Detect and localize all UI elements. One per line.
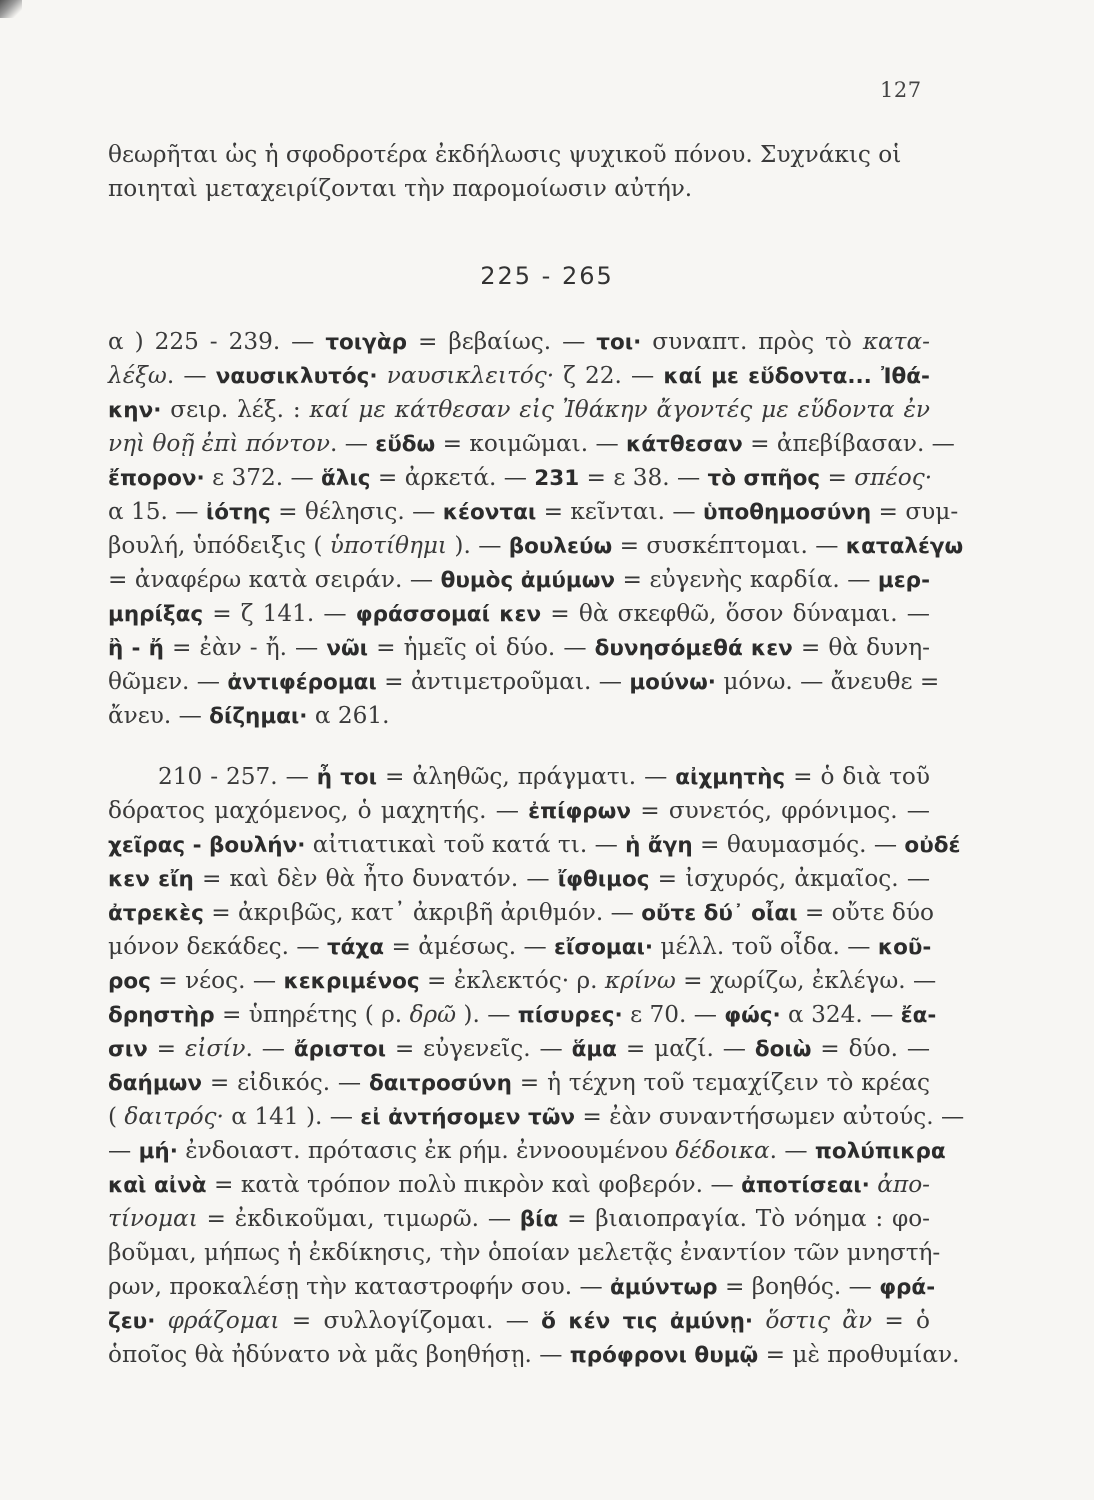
- gloss-text: = ἀναφέρω κατὰ σειράν. —: [108, 566, 441, 593]
- lemma-term: νῶι: [326, 636, 369, 661]
- gloss-text: δόρατος μαχόμενος, ὁ μαχητής. —: [108, 797, 529, 824]
- gloss-text: 210 - 257. —: [158, 763, 317, 790]
- gloss-text: θῶμεν. —: [108, 668, 228, 695]
- italic-text: ὑποτίθημι: [329, 532, 448, 559]
- gloss-text: = ἡμεῖς οἱ δύο. —: [368, 634, 595, 661]
- gloss-text: = βιαιοπραγία. Τὸ νόημα : φο-: [558, 1205, 930, 1232]
- gloss-text: = δύο. —: [811, 1035, 931, 1062]
- italic-text: δέδοικα: [675, 1137, 770, 1164]
- gloss-text: αἰτιατικαὶ τοῦ κατά τι. —: [305, 831, 626, 858]
- lemma-term: σιν: [108, 1037, 148, 1062]
- lemma-term: πίσυρες·: [517, 1003, 623, 1028]
- text-line: [108, 427, 955, 462]
- gloss-text: βοῦμαι, μήπως ἡ ἐκδίκησις, τὴν ὁποίαν μελετᾷς ἐναντίον τῶν μνηστή-: [108, 1239, 941, 1266]
- page-corner-shadow: [0, 0, 22, 18]
- lemma-term: πολύπικρα: [814, 1139, 946, 1164]
- lemma-term: καὶ αἰνὰ: [108, 1173, 207, 1198]
- lemma-term: δαήμων: [108, 1071, 202, 1096]
- text-line: [108, 631, 930, 666]
- lemma-term: δαιτροσύνη: [368, 1071, 512, 1096]
- text-line: [108, 597, 930, 632]
- gloss-text: = ἀκριβῶς, κατ᾽ ἀκριβῆ ἀριθμόν. —: [203, 899, 642, 926]
- lemma-term: οὔτε δύ᾽ οἶαι: [641, 901, 798, 926]
- text-line: [108, 393, 930, 428]
- italic-text: ναυσικλειτός·: [386, 362, 555, 389]
- gloss-text: ε 70. —: [622, 1001, 725, 1028]
- lemma-term: μηρίξας: [108, 602, 204, 627]
- intro-line: ποιηταὶ μεταχειρίζονται τὴν παρομοίωσιν αὐτήν.: [108, 175, 693, 202]
- gloss-text: = κεῖνται. —: [536, 498, 703, 525]
- gloss-text: = κατὰ τρόπον πολὺ πικρὸν καὶ φοβερόν. —: [206, 1171, 742, 1198]
- lemma-term: κοῦ-: [877, 935, 932, 960]
- lemma-term: δυνησόμεθά κεν: [594, 636, 793, 661]
- gloss-text: ε 372. —: [204, 464, 322, 491]
- gloss-text: [155, 1307, 167, 1334]
- lemma-term: φράσσομαί κεν: [355, 602, 542, 627]
- gloss-text: = καὶ δὲν θὰ ἦτο δυνατόν. —: [193, 865, 558, 892]
- lemma-term: κέονται: [442, 500, 537, 525]
- gloss-text: = ἀρκετά. —: [370, 464, 535, 491]
- gloss-text: = ἀντιμετροῦμαι. —: [376, 668, 630, 695]
- gloss-text: = συμ-: [871, 498, 959, 525]
- gloss-text: [753, 1307, 765, 1334]
- gloss-text: = μὲ προθυμίαν.: [758, 1341, 960, 1368]
- lemma-term: καί με εὕδοντα... Ἰθά-: [663, 364, 930, 389]
- gloss-text: = εὐγενὴς καρδία. —: [615, 566, 878, 593]
- text-line: [108, 529, 964, 564]
- gloss-text: = νέος. —: [150, 967, 284, 994]
- text-line: [108, 1338, 960, 1373]
- gloss-text: = ἀπεβίβασαν. —: [742, 430, 955, 457]
- gloss-text: συναπτ. πρὸς τὸ: [641, 328, 863, 355]
- lemma-term: καταλέγω: [845, 534, 964, 559]
- lemma-term: μούνω·: [629, 670, 716, 695]
- lemma-term: κεκριμένος: [283, 969, 420, 994]
- lemma-term: εὕδω: [375, 432, 436, 457]
- gloss-text: = εἰδικός. —: [202, 1069, 369, 1096]
- lemma-term: εἰ ἀντήσομεν τῶν: [360, 1105, 576, 1130]
- italic-text: τίνομαι: [108, 1205, 198, 1232]
- lemma-term: δίζημαι·: [209, 704, 308, 729]
- text-line: [108, 828, 961, 863]
- italic-text: φράζομαι: [167, 1307, 280, 1334]
- lemma-term: ἅλις: [321, 466, 371, 491]
- text-line: [108, 563, 930, 598]
- text-line: [108, 1168, 930, 1203]
- gloss-text: μέλλ. τοῦ οἶδα. —: [653, 933, 878, 960]
- gloss-text: = ζ 141. —: [203, 600, 356, 627]
- gloss-text: . —: [245, 1035, 294, 1062]
- text-line: [108, 1134, 946, 1169]
- text-line: [108, 461, 933, 496]
- lemma-term: οὐδέ: [904, 833, 961, 858]
- lemma-term: ἰότης: [205, 500, 271, 525]
- text-line: [108, 665, 940, 700]
- gloss-text: ὁποῖος θὰ ἠδύνατο νὰ μᾶς βοηθήσῃ. —: [108, 1341, 570, 1368]
- gloss-text: = εὐγενεῖς. —: [385, 1035, 572, 1062]
- lemma-term: ἀτρεκὲς: [108, 901, 204, 926]
- gloss-text: = ὁ: [872, 1307, 931, 1334]
- gloss-text: = συσκέπτομαι. —: [612, 532, 846, 559]
- gloss-text: μόνον δεκάδες. —: [108, 933, 327, 960]
- text-line: [108, 930, 930, 965]
- lemma-term: φώς·: [724, 1003, 781, 1028]
- gloss-text: = μαζί. —: [616, 1035, 755, 1062]
- lemma-term: τοιγὰρ: [325, 330, 407, 355]
- gloss-text: =: [820, 464, 855, 491]
- lemma-term: κάτθεσαν: [626, 432, 743, 457]
- lemma-term: ἢ - ἤ: [108, 636, 164, 661]
- italic-text: ὅστις ἂν: [765, 1307, 873, 1334]
- gloss-text: = ἐκλεκτός· ρ.: [419, 967, 605, 994]
- italic-text: δαιτρός·: [124, 1103, 224, 1130]
- italic-text: κρίνω: [604, 967, 676, 994]
- text-line: [108, 1236, 941, 1270]
- gloss-text: = χωρίζω, ἐκλέγω. —: [675, 967, 937, 994]
- lemma-term: τάχα: [326, 935, 385, 960]
- gloss-text: [378, 362, 387, 389]
- gloss-text: = βεβαίως. —: [407, 328, 597, 355]
- lemma-term: θυμὸς ἀμύμων: [440, 568, 616, 593]
- gloss-text: = ἀληθῶς, πράγματι. —: [376, 763, 676, 790]
- text-line: [108, 862, 930, 897]
- lemma-term: κεν εἴη: [108, 867, 194, 892]
- lemma-term: ἡ ἄγη: [625, 833, 693, 858]
- gloss-text: α ) 225 - 239. —: [108, 328, 326, 355]
- gloss-text: . —: [166, 362, 216, 389]
- lemma-term: ρος: [108, 969, 151, 994]
- italic-text: νηὶ θοῇ ἐπὶ πόντον: [108, 430, 330, 457]
- lemma-term: ἐπίφρων: [528, 799, 632, 824]
- italic-text: καί με κάτθεσαν εἰς Ἰθάκην ἄγοντές με εὕδοντα ἐν: [309, 396, 930, 423]
- lemma-term: μή·: [138, 1139, 178, 1164]
- gloss-text: = θὰ δυνη-: [792, 634, 930, 661]
- gloss-text: = ἡ τέχνη τοῦ τεμαχίζειν τὸ κρέας: [511, 1069, 930, 1096]
- text-line: [108, 1100, 965, 1135]
- gloss-text: = βοηθός. —: [717, 1273, 880, 1300]
- lemma-term: ζευ·: [108, 1309, 156, 1334]
- gloss-text: . —: [769, 1137, 815, 1164]
- page-number: 127: [880, 78, 922, 102]
- text-line: [108, 1270, 936, 1305]
- gloss-text: = συλλογίζομαι. —: [279, 1307, 542, 1334]
- gloss-text: ἄνευ. —: [108, 702, 210, 729]
- italic-text: σπέος·: [854, 464, 933, 491]
- lemma-term: ἦ τοι: [316, 765, 377, 790]
- gloss-text: = ἀμέσως. —: [384, 933, 555, 960]
- lemma-term: ναυσικλυτός·: [215, 364, 378, 389]
- lemma-term: ὅ κέν τις ἀμύνῃ·: [541, 1309, 754, 1334]
- gloss-text: = συνετός, φρόνιμος. —: [631, 797, 930, 824]
- lemma-term: ἴφθιμος: [557, 867, 650, 892]
- text-line: [108, 359, 930, 394]
- gloss-text: ἐνδοιαστ. πρότασις ἐκ ρήμ. ἐννοουμένου: [177, 1137, 676, 1164]
- gloss-text: σειρ. λέξ. :: [161, 396, 310, 423]
- gloss-text: βουλή, ὑπόδειξις (: [108, 532, 330, 559]
- gloss-text: α 324. —: [780, 1001, 901, 1028]
- gloss-text: ρων, προκαλέσῃ τὴν καταστροφήν σου. —: [108, 1273, 611, 1300]
- gloss-text: ). —: [447, 532, 509, 559]
- lemma-term: αἰχμητὴς: [675, 765, 786, 790]
- lemma-term: ἀντιφέρομαι: [227, 670, 377, 695]
- gloss-text: ). —: [456, 1001, 518, 1028]
- section-heading: 225 - 265: [480, 262, 614, 290]
- lemma-term: χεῖρας - βουλήν·: [108, 833, 306, 858]
- gloss-text: (: [108, 1103, 125, 1130]
- gloss-text: ζ 22. —: [554, 362, 664, 389]
- lemma-term: ἅμα: [571, 1037, 617, 1062]
- lemma-term: κην·: [108, 398, 162, 423]
- gloss-text: . —: [329, 430, 376, 457]
- gloss-text: α 261.: [307, 702, 390, 729]
- text-line: [108, 964, 937, 999]
- lemma-term: ὑποθημοσύνη: [702, 500, 872, 525]
- text-line: [108, 896, 934, 931]
- gloss-text: = θὰ σκεφθῶ, ὅσον δύναμαι. —: [541, 600, 930, 627]
- lemma-term: βουλεύω: [508, 534, 613, 559]
- lemma-term: βία: [519, 1207, 559, 1232]
- italic-text: λέξω: [108, 362, 167, 389]
- text-line: [108, 1304, 930, 1339]
- gloss-text: = ε 38. —: [579, 464, 708, 491]
- gloss-text: = ὑπηρέτης ( ρ.: [214, 1001, 410, 1028]
- lemma-term: τὸ σπῆος: [707, 466, 821, 491]
- text-line: [108, 495, 959, 530]
- gloss-text: = κοιμῶμαι. —: [435, 430, 627, 457]
- gloss-text: = οὔτε δύο: [797, 899, 934, 926]
- gloss-text: α 141 ). —: [223, 1103, 361, 1130]
- lemma-term: ἔα-: [900, 1003, 937, 1028]
- lemma-term: τοι·: [596, 330, 642, 355]
- text-line: [108, 1202, 930, 1237]
- gloss-text: = θέλησις. —: [270, 498, 443, 525]
- lemma-term: δοιὼ: [754, 1037, 812, 1062]
- text-line: [108, 1032, 930, 1067]
- lemma-term: ἄριστοι: [293, 1037, 386, 1062]
- intro-line: θεωρῆται ὡς ἡ σφοδροτέρα ἐκδήλωσις ψυχικοῦ πόνου. Συχνάκις οἱ: [108, 141, 902, 168]
- gloss-text: = ἐκδικοῦμαι, τιμωρῶ. —: [197, 1205, 520, 1232]
- text-line: [108, 325, 930, 360]
- gloss-text: = ἐὰν - ἤ. —: [163, 634, 327, 661]
- italic-text: κατα-: [862, 328, 930, 355]
- lemma-term: δρηστὴρ: [108, 1003, 215, 1028]
- gloss-text: = ὁ διὰ τοῦ: [785, 763, 930, 790]
- gloss-text: = ἰσχυρός, ἀκμαῖος. —: [649, 865, 931, 892]
- gloss-text: =: [147, 1035, 185, 1062]
- text-line: [158, 760, 930, 795]
- italic-text: ἀπο-: [877, 1171, 930, 1198]
- lemma-term: ἔπορον·: [108, 466, 205, 491]
- lemma-term: πρόφρονι θυμῷ: [569, 1343, 759, 1368]
- text-line: [108, 794, 930, 829]
- gloss-text: α 15. —: [108, 498, 206, 525]
- text-line: [108, 998, 937, 1033]
- gloss-text: —: [108, 1137, 139, 1164]
- lemma-term: ἀμύντωρ: [610, 1275, 718, 1300]
- text-line: [108, 1066, 930, 1101]
- text-line: [108, 699, 930, 734]
- lemma-term: μερ-: [877, 568, 930, 593]
- lemma-term: 231: [534, 466, 580, 491]
- lemma-term: ἀποτίσεαι·: [741, 1173, 870, 1198]
- lemma-term: φρά-: [879, 1275, 936, 1300]
- gloss-text: μόνω. — ἄνευθε =: [715, 668, 940, 695]
- italic-text: εἰσίν: [184, 1035, 246, 1062]
- gloss-text: = θαυμασμός. —: [692, 831, 905, 858]
- gloss-text: = ἐὰν συναντήσωμεν αὐτούς. —: [575, 1103, 965, 1130]
- italic-text: δρῶ: [409, 1001, 457, 1028]
- lemma-term: εἴσομαι·: [554, 935, 654, 960]
